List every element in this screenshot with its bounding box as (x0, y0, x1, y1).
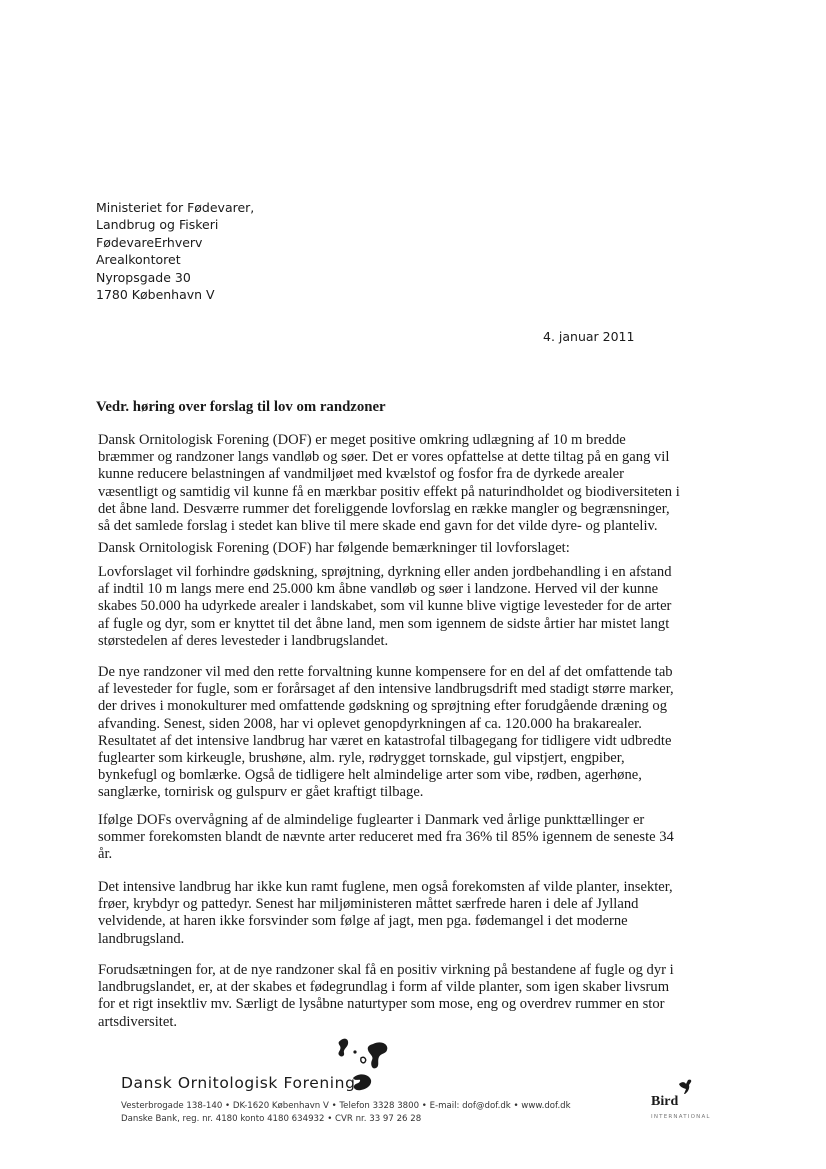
text-line: af indtil 10 m langs mere end 25.000 km åbne vandløb og søer i landzone. Herved vil der kunne (98, 581, 659, 598)
footer-bank-line: Danske Bank, reg. nr. 4180 konto 4180 634932 • CVR nr. 33 97 26 28 (121, 1114, 422, 1124)
text-line: der drives i monokulturer med omfattende gødskning og sprøjtning efter forudgående dræning og (98, 698, 668, 715)
body-paragraph-6 (98, 879, 673, 948)
text-line: Dansk Ornitologisk Forening (DOF) er meget positive omkring udlægning af 10 m bredde (98, 432, 626, 448)
birdlife-logo-icon (676, 1076, 696, 1096)
text-line: landbrugslandet, er, at der skabes et fødegrundlag i form af vilde planter, som igen skaber livsrum (98, 979, 670, 996)
text-line: bræmmer og randzoner langs vandløb og søer. Det er vores opfattelse at dette tiltag på en gang vil (98, 449, 670, 466)
body-paragraph-3 (98, 564, 672, 650)
text-line: Resultatet af det intensive landbrug har været en katastrofal tilbagegang for tidligere vidt udbredte (98, 732, 672, 749)
body-paragraph-2 (98, 540, 570, 557)
letter-date: 4. januar 2011 (543, 329, 635, 344)
text-line: landbrugsland. (98, 930, 185, 947)
letter-subject: Vedr. høring over forslag til lov om randzoner (96, 399, 386, 415)
text-line: skabes 50.000 ha udyrkede arealer i landskabet, som vil kunne blive vigtige levesteder for de arter (98, 598, 672, 615)
recipient-line: Ministeriet for Fødevarer, (96, 200, 255, 215)
body-paragraph-5 (98, 812, 674, 864)
footer-org-name: Dansk Ornitologisk Forening (121, 1074, 356, 1092)
text-line: frøer, krybdyr og pattedyr. Senest har miljøministeren måttet særfrede haren i dele af Jylland (98, 896, 639, 913)
partner-logo-subtext: INTERNATIONAL (651, 1114, 711, 1120)
text-line: størstedelen af deres levesteder i landbrugslandet. (98, 632, 389, 649)
text-line: Dansk Ornitologisk Forening (DOF) har følgende bemærkninger til lovforslaget: (98, 540, 570, 556)
text-line: for et rigt insektliv mv. Særligt de lysåbne naturtyper som mose, eng og overdrev rummer en stor (98, 996, 665, 1013)
recipient-line: Nyropsgade 30 (96, 269, 191, 285)
recipient-line: Arealkontoret (96, 252, 181, 268)
text-line: så det samlede forslag i stedet kan blive til mere skade end gavn for det vilde dyre- og planteliv. (98, 518, 658, 535)
body-paragraph-7 (98, 962, 674, 1031)
text-line: det åbne land. Desværre rummer det foreliggende lovforslag en række mangler og begrænsninger, (98, 500, 670, 517)
text-line: artsdiversitet. (98, 1013, 178, 1030)
partner-logo-text: Bird (651, 1094, 679, 1109)
text-line: velvidende, at haren ikke forsvinder som følge af jagt, men pga. fødemangel i det moderne (98, 913, 628, 930)
text-line: Ifølge DOFs overvågning af de almindelige fuglearter i Danmark ved årlige punkttællinger er (98, 812, 645, 828)
text-line: sanglærke, tornirisk og gulspurv er gået kraftigt tilbage. (98, 784, 424, 801)
text-line: Forudsætningen for, at de nye randzoner skal få en positiv virkning på bestandene af fugle og dyr i (98, 962, 674, 978)
text-line: væsentligt og samtidig vil kunne få en mærkbar positiv effekt på naturindholdet og biodiversiteten i (98, 483, 680, 500)
text-line: af levesteder for fugle, som er forårsaget af den intensive landbrugsdrift med stadigt større marker, (98, 681, 674, 698)
text-line: kunne reducere belastningen af vandmiljøet med kvælstof og fosfor fra de dyrkede arealer (98, 466, 624, 483)
text-line: Lovforslaget vil forhindre gødskning, sprøjtning, dyrkning eller anden jordbehandling i en afstand (98, 564, 672, 580)
footer-contact-line: Vesterbrogade 138-140 • DK-1620 København V • Telefon 3328 3800 • E-mail: dof@dof.dk • www.dof.dk (121, 1101, 571, 1111)
text-line: år. (98, 846, 113, 863)
text-line: De nye randzoner vil med den rette forvaltning kunne kompensere for en del af det omfattende tab (98, 664, 673, 680)
recipient-line: FødevareErhverv (96, 234, 203, 250)
text-line: sommer forekomsten blandt de nævnte arter reduceret med fra 36% til 85% igennem de seneste 34 (98, 829, 674, 846)
text-line: af fugle og dyr, som er knyttet til det åbne land, men som igennem de sidste årtier har mistet langt (98, 615, 670, 632)
recipient-line: Landbrug og Fiskeri (96, 217, 219, 233)
text-line: Det intensive landbrug har ikke kun ramt fuglene, men også forekomsten af vilde planter, insekter, (98, 879, 673, 895)
text-line: afvanding. Senest, siden 2008, har vi oplevet genopdyrkningen af ca. 120.000 ha brakarealer. (98, 715, 642, 732)
body-paragraph-1 (98, 432, 680, 535)
recipient-line: 1780 København V (96, 287, 215, 303)
text-line: fuglearter som kirkeugle, brushøne, alm. ryle, rødrygget tornskade, gul vipstjert, engpiber, (98, 750, 625, 767)
recipient-address (96, 199, 254, 303)
body-paragraph-4 (98, 664, 674, 802)
text-line: bynkefugl og bomlærke. Også de tidligere helt almindelige arter som vibe, rødben, agerhøne, (98, 767, 642, 784)
